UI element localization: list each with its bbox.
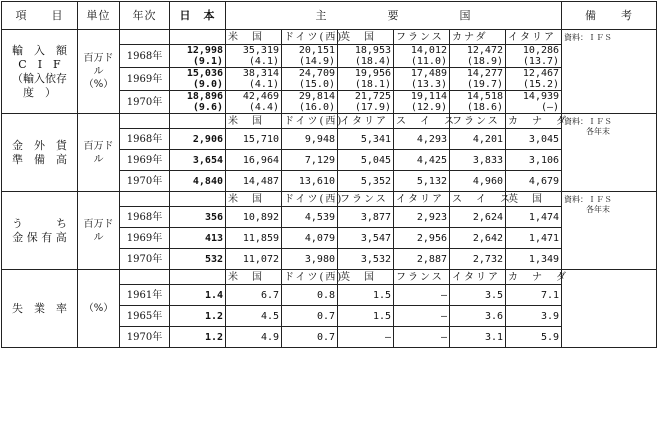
country-value (506, 207, 562, 228)
country-value-main: 21,725 (354, 91, 391, 102)
section-unit (78, 192, 120, 270)
country-value (506, 150, 562, 171)
country-value-main: 4,079 (304, 232, 335, 244)
section-label-line: （輸入依存 (12, 71, 67, 85)
country-value (338, 150, 394, 171)
country-header-row (2, 192, 657, 207)
blank-cell (120, 30, 170, 45)
country-value-main: ― (384, 331, 391, 343)
country-value-main: 7,129 (304, 154, 335, 166)
country-value-main: 42,469 (242, 91, 279, 102)
section-unit (78, 30, 120, 114)
section-unit-line: （%） (83, 79, 114, 90)
header-item: 項 目 (2, 2, 78, 30)
country-value-main: 11,859 (242, 232, 279, 244)
japan-value-main: 413 (204, 232, 223, 244)
country-value (450, 129, 506, 150)
country-value-main: 12,467 (522, 68, 560, 79)
japan-value (170, 327, 226, 348)
country-value (394, 91, 450, 114)
country-value (338, 171, 394, 192)
country-name: カ ナ ダ (506, 114, 562, 129)
country-value (450, 207, 506, 228)
country-name: イタリア (394, 192, 450, 207)
japan-value-main: 1.4 (204, 289, 223, 301)
country-name: イタリア (450, 270, 506, 285)
country-value (338, 306, 394, 327)
row-year: 1970年 (120, 91, 170, 114)
country-value-main: 12,472 (466, 45, 503, 56)
country-name: フランス (450, 114, 506, 129)
country-value (226, 150, 282, 171)
country-name: 米 国 (226, 30, 282, 45)
section-unit-line: 百万ドル (83, 53, 114, 77)
country-value (506, 327, 562, 348)
country-value-main: 4.9 (260, 331, 279, 343)
country-value-main: 3.1 (484, 331, 503, 343)
country-value (338, 249, 394, 270)
country-value (338, 68, 394, 91)
country-value (450, 285, 506, 306)
country-value (394, 249, 450, 270)
japan-value-main: 4,840 (192, 175, 223, 187)
country-value (338, 207, 394, 228)
row-year: 1965年 (120, 306, 170, 327)
country-value (394, 68, 450, 91)
country-header-row (2, 114, 657, 129)
country-value-sub: (12.9) (410, 102, 447, 113)
section-label-line: う ち (12, 216, 67, 230)
country-name: ス イ ス (394, 114, 450, 129)
country-value (226, 45, 282, 68)
country-value-main: 1.5 (372, 289, 391, 301)
country-value-main: 20,151 (298, 45, 335, 56)
country-value-main: 2,956 (416, 232, 447, 244)
country-value-main: 4,425 (416, 154, 447, 166)
country-value-sub: (―) (540, 102, 560, 113)
country-value-main: 2,923 (416, 211, 447, 223)
country-name: 英 国 (506, 192, 562, 207)
japan-value (170, 150, 226, 171)
country-value (450, 150, 506, 171)
country-value-main: 3,106 (528, 154, 560, 166)
country-value (226, 171, 282, 192)
country-value-main: 2,624 (472, 211, 503, 223)
country-value-main: 4.5 (260, 310, 279, 322)
country-value-main: 2,887 (416, 253, 447, 265)
country-value (450, 171, 506, 192)
country-value (282, 228, 338, 249)
country-value-sub: (18.9) (466, 56, 503, 67)
country-value-main: 1,349 (528, 253, 560, 265)
japan-value (170, 228, 226, 249)
country-name: ドイツ(西) (282, 192, 338, 207)
country-name: ドイツ(西) (282, 30, 338, 45)
country-name: 米 国 (226, 270, 282, 285)
country-value (282, 249, 338, 270)
country-value-main: 3.9 (540, 310, 560, 322)
japan-value-main: 18,896 (186, 91, 223, 102)
country-value-sub: (13.7) (522, 56, 560, 67)
country-value (282, 68, 338, 91)
section-label-line: 金 外 貨 (12, 138, 67, 152)
country-name: イタリア (506, 30, 562, 45)
country-value-main: ― (440, 331, 447, 343)
country-value (282, 171, 338, 192)
row-year: 1968年 (120, 129, 170, 150)
japan-value-main: 532 (204, 253, 223, 265)
country-value-main: 29,814 (298, 91, 335, 102)
country-value-sub: (13.3) (410, 79, 447, 90)
country-value (394, 207, 450, 228)
country-value (450, 228, 506, 249)
country-value-main: 35,319 (242, 45, 279, 56)
country-value (506, 249, 562, 270)
country-value-main: 4,293 (416, 133, 447, 145)
country-value (450, 91, 506, 114)
country-value-main: 18,953 (354, 45, 391, 56)
country-value (282, 327, 338, 348)
country-value (450, 327, 506, 348)
country-value-main: ― (440, 289, 447, 301)
section-label (2, 192, 78, 270)
country-value-main: 16,964 (242, 154, 279, 166)
country-value (226, 68, 282, 91)
country-value (338, 45, 394, 68)
country-value (226, 228, 282, 249)
country-value-main: 3,547 (360, 232, 391, 244)
section-label-line: 準 備 高 (12, 152, 67, 166)
blank-cell (170, 114, 226, 129)
country-value (338, 228, 394, 249)
japan-value (170, 45, 226, 68)
header-remarks: 備 考 (562, 2, 657, 30)
country-value-main: 19,956 (354, 68, 391, 79)
country-value-main: 1,471 (528, 232, 560, 244)
section-remark (562, 270, 657, 348)
country-name: 英 国 (338, 270, 394, 285)
country-value-main: 14,518 (466, 91, 503, 102)
country-value-main: 3.5 (484, 289, 503, 301)
country-value (338, 91, 394, 114)
country-value (226, 129, 282, 150)
country-value-main: 5,045 (360, 154, 391, 166)
country-value (226, 91, 282, 114)
country-value-main: 5,341 (360, 133, 391, 145)
row-year: 1970年 (120, 249, 170, 270)
remark-line: 資料：ＩＦＳ (564, 33, 613, 42)
country-value-main: 3,980 (304, 253, 335, 265)
section-label-line: 金 保 有 高 (12, 230, 67, 244)
country-name: イタリア (338, 114, 394, 129)
country-value (450, 249, 506, 270)
row-year: 1968年 (120, 45, 170, 68)
japan-value-sub: (9.6) (192, 102, 223, 113)
country-value (506, 45, 562, 68)
country-header-row (2, 30, 657, 45)
country-value-main: 24,709 (298, 68, 335, 79)
country-value-main: 2,732 (472, 253, 503, 265)
country-value (282, 285, 338, 306)
country-value (282, 91, 338, 114)
country-value (506, 91, 562, 114)
country-value-main: 3,532 (360, 253, 391, 265)
country-name: フランス (394, 30, 450, 45)
section-label-line: 失 業 率 (12, 301, 67, 315)
country-value (226, 327, 282, 348)
row-year: 1970年 (120, 327, 170, 348)
country-value-sub: (4.1) (248, 56, 279, 67)
country-value (394, 285, 450, 306)
japan-value-main: 1.2 (204, 310, 223, 322)
country-value-main: 6.7 (260, 289, 279, 301)
section-remark (562, 114, 657, 192)
header-main-countries: 主 要 国 (226, 2, 562, 30)
country-value-main: 2,642 (472, 232, 503, 244)
country-value-main: 3.6 (484, 310, 503, 322)
header-year: 年次 (120, 2, 170, 30)
japan-value-main: 1.2 (204, 331, 223, 343)
country-value (394, 150, 450, 171)
japan-value (170, 91, 226, 114)
section-unit-line: （%） (83, 303, 114, 314)
country-value-main: 3,877 (360, 211, 391, 223)
country-value-main: 4,679 (528, 175, 560, 187)
country-value-main: 3,833 (472, 154, 503, 166)
country-value-main: ― (440, 310, 447, 322)
statistics-table (1, 1, 657, 348)
country-value (394, 228, 450, 249)
country-value-sub: (16.0) (298, 102, 335, 113)
country-value (226, 285, 282, 306)
blank-cell (170, 270, 226, 285)
country-value-main: 19,114 (410, 91, 447, 102)
country-value (394, 306, 450, 327)
japan-value (170, 68, 226, 91)
blank-cell (170, 30, 226, 45)
country-value (282, 129, 338, 150)
country-value-sub: (19.7) (466, 79, 503, 90)
japan-value-sub: (9.0) (192, 79, 223, 90)
country-value (226, 249, 282, 270)
country-value (450, 306, 506, 327)
section-unit (78, 114, 120, 192)
japan-value (170, 249, 226, 270)
country-value-main: 0.7 (316, 331, 335, 343)
country-value (506, 129, 562, 150)
country-value-main: 14,277 (466, 68, 503, 79)
row-year: 1970年 (120, 171, 170, 192)
row-year: 1969年 (120, 150, 170, 171)
country-name: 米 国 (226, 114, 282, 129)
country-value-sub: (18.1) (354, 79, 391, 90)
country-value-sub: (17.9) (354, 102, 391, 113)
country-value-sub: (4.4) (248, 102, 279, 113)
country-value (506, 285, 562, 306)
country-value-sub: (15.0) (298, 79, 335, 90)
section-label (2, 270, 78, 348)
country-value-main: 5,352 (360, 175, 391, 187)
blank-cell (120, 114, 170, 129)
country-value-main: 9,948 (304, 133, 335, 145)
japan-value-main: 356 (204, 211, 223, 223)
country-value-main: 11,072 (242, 253, 279, 265)
country-header-row (2, 270, 657, 285)
section-label (2, 114, 78, 192)
blank-cell (170, 192, 226, 207)
japan-value (170, 129, 226, 150)
country-value-main: 0.7 (316, 310, 335, 322)
country-value-main: 1,474 (528, 211, 560, 223)
section-label-line: C I F (18, 57, 61, 71)
country-value-main: 3,045 (528, 133, 560, 145)
row-year: 1969年 (120, 68, 170, 91)
country-value-main: 10,286 (522, 45, 560, 56)
country-name: カナダ (450, 30, 506, 45)
country-value-sub: (18.4) (354, 56, 391, 67)
country-name: フランス (338, 192, 394, 207)
country-name: ドイツ(西) (282, 270, 338, 285)
remark-line: 資料：ＩＦＳ (564, 117, 613, 126)
country-value (282, 150, 338, 171)
country-value (338, 129, 394, 150)
country-value-main: 17,489 (410, 68, 447, 79)
japan-value (170, 285, 226, 306)
header-japan: 日 本 (170, 2, 226, 30)
country-name: 米 国 (226, 192, 282, 207)
country-value-main: 1.5 (372, 310, 391, 322)
country-value-main: 13,610 (298, 175, 335, 187)
country-name: ドイツ(西) (282, 114, 338, 129)
section-label (2, 30, 78, 114)
country-value (506, 228, 562, 249)
japan-value (170, 207, 226, 228)
country-value-main: 38,314 (242, 68, 279, 79)
country-value (394, 129, 450, 150)
country-value-sub: (4.1) (248, 79, 279, 90)
row-year: 1961年 (120, 285, 170, 306)
remark-line: 各年末 (586, 127, 611, 136)
country-value (506, 171, 562, 192)
country-value (338, 327, 394, 348)
country-value-sub: (18.6) (466, 102, 503, 113)
section-remark (562, 30, 657, 114)
country-value (506, 306, 562, 327)
country-value (394, 45, 450, 68)
row-year: 1968年 (120, 207, 170, 228)
section-remark (562, 192, 657, 270)
country-value (282, 45, 338, 68)
country-value-main: 14,939 (522, 91, 560, 102)
country-value (506, 68, 562, 91)
section-unit-line: 百万ドル (83, 218, 114, 243)
japan-value-main: 2,906 (192, 133, 223, 145)
japan-value-main: 3,654 (192, 154, 223, 166)
blank-cell (120, 270, 170, 285)
country-value (394, 327, 450, 348)
country-value-main: 10,892 (242, 211, 279, 223)
section-unit-line: 百万ドル (83, 140, 114, 165)
section-label-line: 輸 入 額 (12, 43, 67, 57)
japan-value-main: 12,998 (186, 45, 223, 56)
country-name: カ ナ ダ (506, 270, 562, 285)
header-row (2, 2, 657, 30)
country-value (450, 45, 506, 68)
country-value (226, 306, 282, 327)
country-name: ス イ ス (450, 192, 506, 207)
remark-line: 資料：ＩＦＳ (564, 195, 613, 204)
row-year: 1969年 (120, 228, 170, 249)
country-value-main: 4,539 (304, 211, 335, 223)
header-unit: 単位 (78, 2, 120, 30)
country-value-main: 4,960 (472, 175, 503, 187)
remark-line: 各年末 (586, 205, 611, 214)
blank-cell (120, 192, 170, 207)
country-value (394, 171, 450, 192)
country-value-sub: (15.2) (522, 79, 560, 90)
country-value-main: 5.9 (540, 331, 560, 343)
country-value (450, 68, 506, 91)
country-value (282, 207, 338, 228)
country-value (282, 306, 338, 327)
country-value-sub: (11.0) (410, 56, 447, 67)
country-name: フランス (394, 270, 450, 285)
country-value-main: 5,132 (416, 175, 447, 187)
country-value-main: 14,012 (410, 45, 447, 56)
japan-value-main: 15,036 (186, 68, 223, 79)
country-value-main: 14,487 (242, 175, 279, 187)
japan-value-sub: (9.1) (192, 56, 223, 67)
country-value-main: 7.1 (540, 289, 560, 301)
japan-value (170, 171, 226, 192)
country-value (338, 285, 394, 306)
country-value-main: 15,710 (242, 133, 279, 145)
country-value-main: 4,201 (472, 133, 503, 145)
country-value-main: 0.8 (316, 289, 335, 301)
country-value (226, 207, 282, 228)
japan-value (170, 306, 226, 327)
country-value-sub: (14.9) (298, 56, 335, 67)
section-label-line: 度 ） (23, 85, 56, 99)
section-unit (78, 270, 120, 348)
country-name: 英 国 (338, 30, 394, 45)
